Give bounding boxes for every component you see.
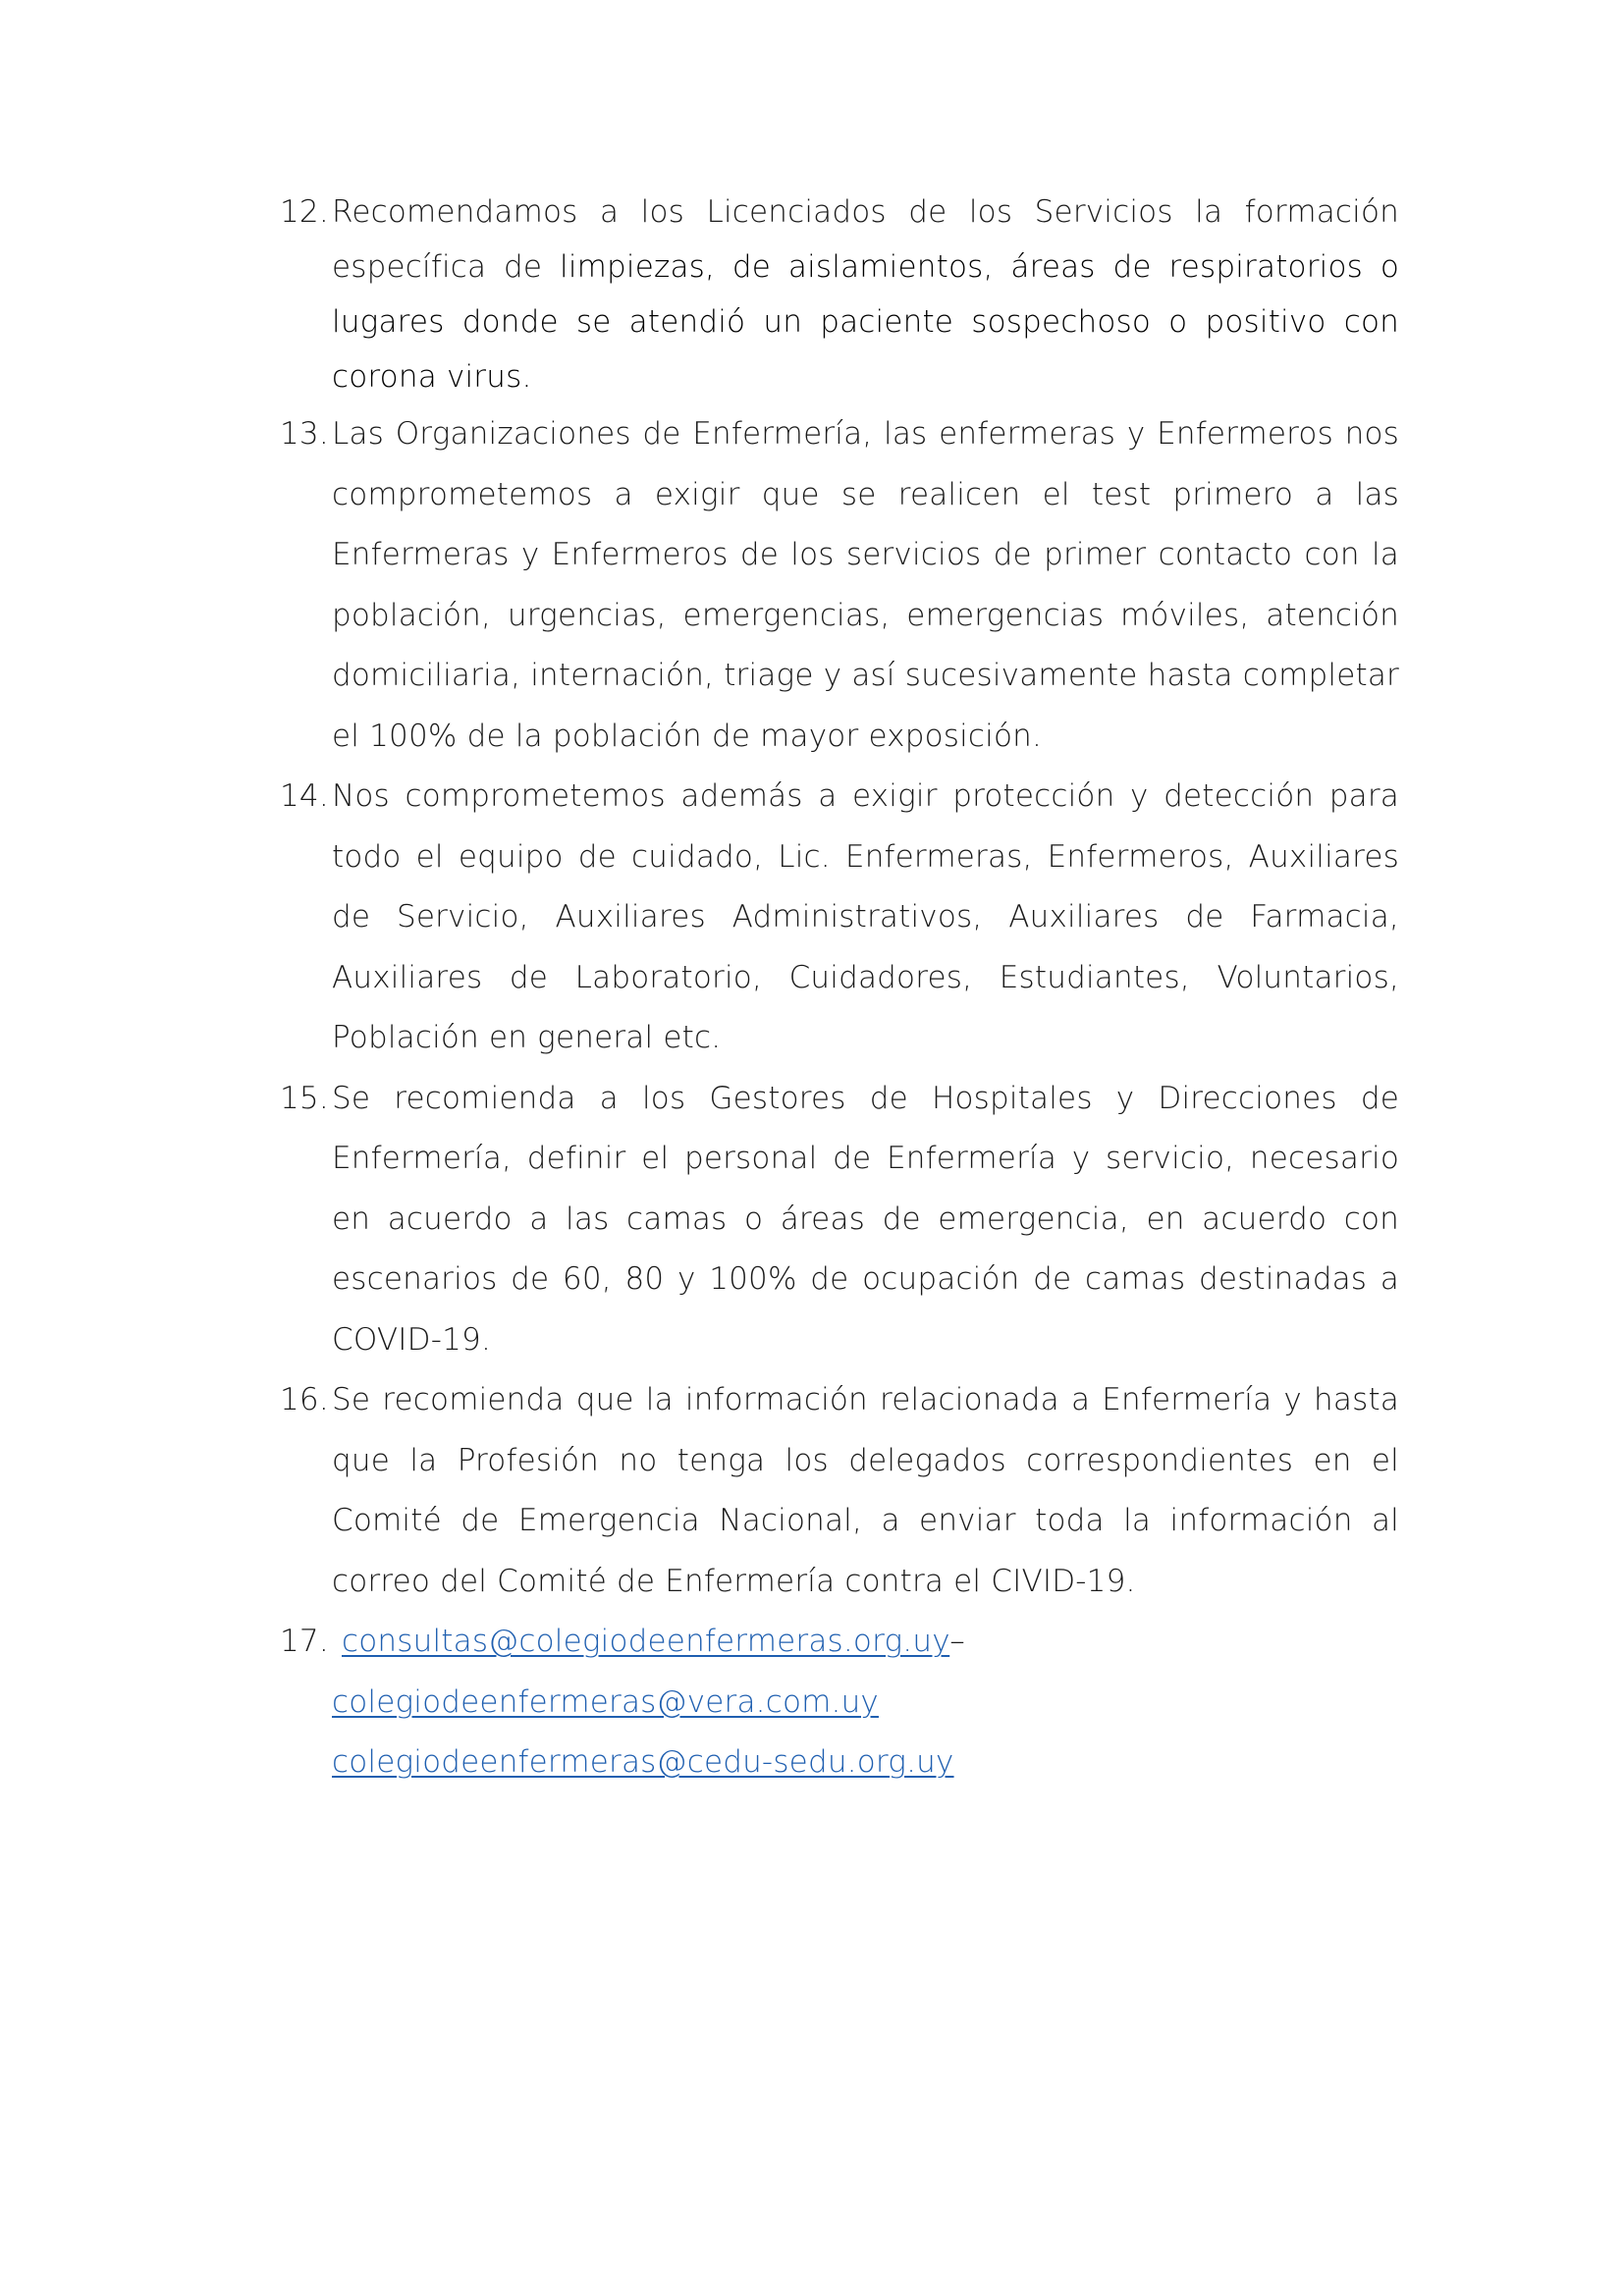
email-line-3 (332, 1733, 1399, 1793)
item-text: Se recomienda a los Gestores de Hospitales y Direcciones de Enfermería, definir el personal de Enfermería y servicio, necesario en acuerdo a las camas o áreas de emergencia, en acuerdo con escenarios de 60, 80 y 100% de ocupación de camas destinadas a COVID-19. (332, 1080, 1399, 1358)
list-item-12 (280, 185, 1399, 404)
list-item-16 (280, 1370, 1399, 1612)
item-text: Nos comprometemos además a exigir protección y detección para todo el equipo de cuidado, Lic. Enfermeras, Enfermeros, Auxiliares de Servicio, Auxiliares Administrativos, Auxiliares de Farmacia, Auxiliares de Laboratorio, Cuidadores, Estudiantes, Voluntarios, Población en general etc. (332, 778, 1399, 1055)
list-item-13 (280, 404, 1399, 767)
item-number: 16. (280, 1382, 329, 1417)
list-item-17 (280, 1612, 1399, 1793)
item-number: 17. (280, 1624, 329, 1659)
list-item-15 (280, 1069, 1399, 1371)
item-number: 13. (280, 416, 329, 452)
numbered-list (280, 185, 1399, 1793)
email-links (332, 1612, 1399, 1793)
list-item-14 (280, 767, 1399, 1069)
item-number: 12. (280, 194, 329, 230)
item-text-part-a: Recomendamos a los Licenciados de los Servicios la formación específica de (332, 194, 1399, 285)
email-link-cedu-sedu[interactable]: colegiodeenfermeras@cedu-sedu.org.uy (332, 1744, 954, 1780)
email-line-2 (332, 1673, 1399, 1734)
item-text-part-b: limpiezas, de aislamientos, áreas de respiratorios o lugares donde se atendió un paciente sospechoso o positivo con corona virus. (332, 249, 1399, 395)
item-text: Se recomienda que la información relacionada a Enfermería y hasta que la Profesión no tenga los delegados correspondientes en el Comité de Emergencia Nacional, a enviar toda la información al correo del Comité de Enfermería contra el CIVID-19. (332, 1382, 1399, 1599)
item-number: 15. (280, 1080, 329, 1116)
item-text (332, 185, 1399, 404)
item-number: 14. (280, 778, 329, 814)
email-link-vera[interactable]: colegiodeenfermeras@vera.com.uy (332, 1683, 879, 1720)
email-line-1 (332, 1612, 1399, 1673)
email-separator: – (949, 1624, 965, 1659)
item-text: Las Organizaciones de Enfermería, las enfermeras y Enfermeros nos comprometemos a exigir que se realicen el test primero a las Enfermeras y Enfermeros de los servicios de primer contacto con la población, urgencias, emergencias, emergencias móviles, atención domiciliaria, internación, triage y así sucesivamente hasta completar el 100% de la población de mayor exposición. (332, 416, 1399, 754)
email-link-consultas[interactable]: consultas@colegiodeenfermeras.org.uy (342, 1624, 950, 1659)
